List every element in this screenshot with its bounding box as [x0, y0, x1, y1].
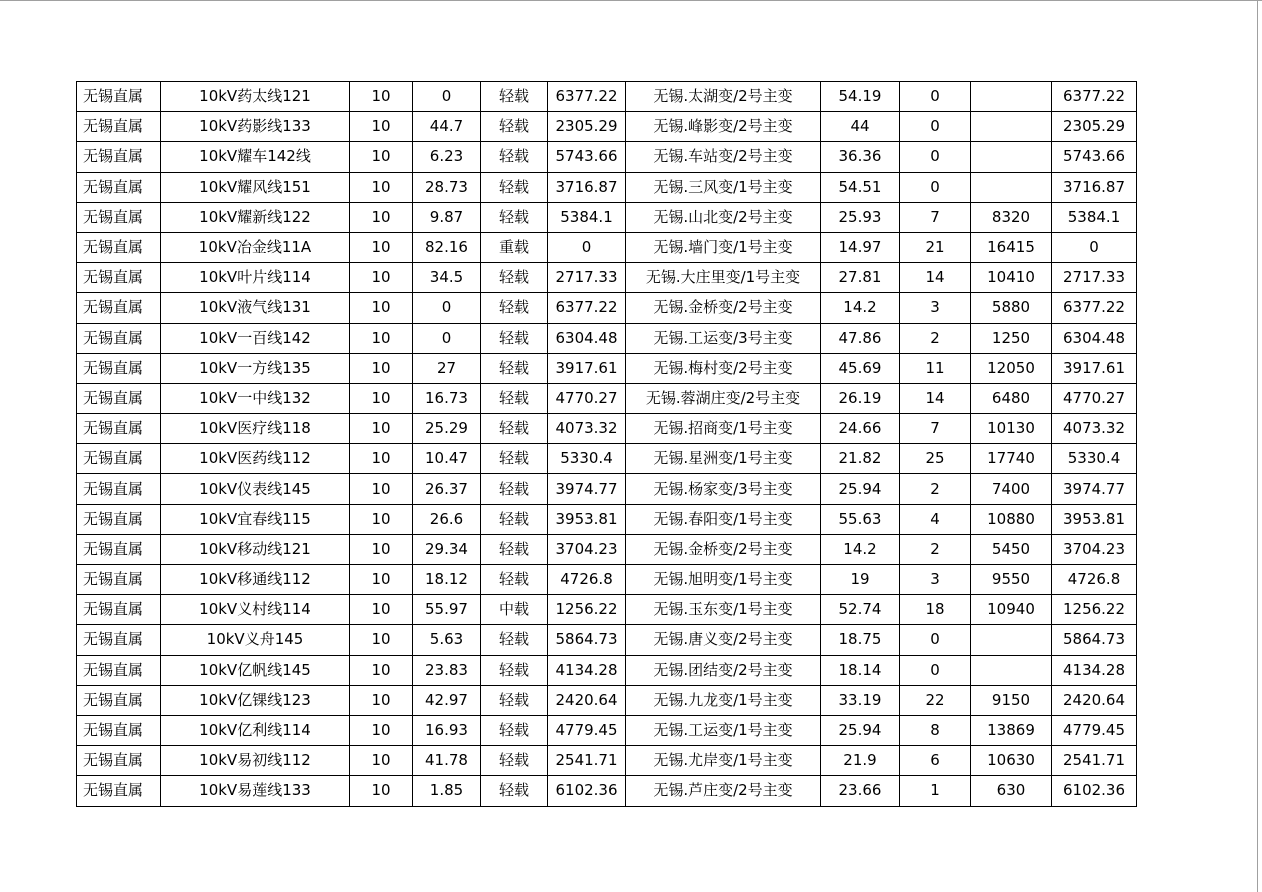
load-rate-cell: 1.85	[413, 776, 481, 806]
load-rate-cell: 42.97	[413, 685, 481, 715]
transformer-rate-cell: 27.81	[821, 263, 900, 293]
load-status-cell: 轻载	[481, 474, 548, 504]
voltage-cell: 10	[350, 323, 413, 353]
table-row	[77, 444, 1137, 474]
load-status-cell: 轻载	[481, 414, 548, 444]
count-cell: 3	[900, 293, 971, 323]
load-rate-cell: 25.29	[413, 414, 481, 444]
load-rate-cell: 23.83	[413, 655, 481, 685]
load-rate-cell: 44.7	[413, 112, 481, 142]
table-row	[77, 82, 1137, 112]
substation-cell: 无锡.墙门变/1号主变	[626, 232, 821, 262]
load-status-cell: 轻载	[481, 142, 548, 172]
transformer-rate-cell: 26.19	[821, 383, 900, 413]
table-row	[77, 353, 1137, 383]
load-status-cell: 轻载	[481, 112, 548, 142]
line-name-cell: 10kV易莲线133	[161, 776, 350, 806]
available-capacity-cell: 2420.64	[1052, 685, 1137, 715]
load-rate-cell: 0	[413, 323, 481, 353]
substation-cell: 无锡.星洲变/1号主变	[626, 444, 821, 474]
substation-cell: 无锡.峰影变/2号主变	[626, 112, 821, 142]
amount-cell	[971, 172, 1052, 202]
load-rate-cell: 9.87	[413, 202, 481, 232]
substation-cell: 无锡.尤岸变/1号主变	[626, 746, 821, 776]
voltage-cell: 10	[350, 293, 413, 323]
load-status-cell: 轻载	[481, 746, 548, 776]
voltage-cell: 10	[350, 474, 413, 504]
line-name-cell: 10kV医疗线118	[161, 414, 350, 444]
capacity-cell: 4770.27	[548, 383, 626, 413]
load-status-cell: 重载	[481, 232, 548, 262]
region-cell: 无锡直属	[77, 655, 161, 685]
region-cell: 无锡直属	[77, 353, 161, 383]
line-name-cell: 10kV亿锞线123	[161, 685, 350, 715]
load-rate-cell: 26.6	[413, 504, 481, 534]
available-capacity-cell: 4779.45	[1052, 715, 1137, 745]
voltage-cell: 10	[350, 383, 413, 413]
load-status-cell: 轻载	[481, 202, 548, 232]
load-status-cell: 轻载	[481, 263, 548, 293]
count-cell: 3	[900, 565, 971, 595]
count-cell: 21	[900, 232, 971, 262]
table-row	[77, 172, 1137, 202]
region-cell: 无锡直属	[77, 112, 161, 142]
available-capacity-cell: 4770.27	[1052, 383, 1137, 413]
voltage-cell: 10	[350, 353, 413, 383]
amount-cell: 17740	[971, 444, 1052, 474]
table-row	[77, 625, 1137, 655]
capacity-cell: 3953.81	[548, 504, 626, 534]
table-row	[77, 323, 1137, 353]
voltage-cell: 10	[350, 142, 413, 172]
table-row	[77, 383, 1137, 413]
count-cell: 4	[900, 504, 971, 534]
capacity-cell: 6377.22	[548, 82, 626, 112]
voltage-cell: 10	[350, 534, 413, 564]
substation-cell: 无锡.春阳变/1号主变	[626, 504, 821, 534]
line-name-cell: 10kV药太线121	[161, 82, 350, 112]
region-cell: 无锡直属	[77, 474, 161, 504]
transformer-rate-cell: 52.74	[821, 595, 900, 625]
line-name-cell: 10kV一中线132	[161, 383, 350, 413]
transformer-rate-cell: 18.14	[821, 655, 900, 685]
capacity-cell: 5384.1	[548, 202, 626, 232]
amount-cell: 12050	[971, 353, 1052, 383]
voltage-cell: 10	[350, 232, 413, 262]
table-row	[77, 655, 1137, 685]
available-capacity-cell: 6304.48	[1052, 323, 1137, 353]
load-status-cell: 轻载	[481, 323, 548, 353]
transformer-rate-cell: 14.97	[821, 232, 900, 262]
load-status-cell: 轻载	[481, 293, 548, 323]
count-cell: 22	[900, 685, 971, 715]
substation-cell: 无锡.金桥变/2号主变	[626, 534, 821, 564]
amount-cell: 9150	[971, 685, 1052, 715]
amount-cell: 8320	[971, 202, 1052, 232]
voltage-cell: 10	[350, 172, 413, 202]
available-capacity-cell: 3974.77	[1052, 474, 1137, 504]
amount-cell	[971, 112, 1052, 142]
line-name-cell: 10kV液气线131	[161, 293, 350, 323]
transformer-rate-cell: 21.82	[821, 444, 900, 474]
table-row	[77, 534, 1137, 564]
table-row	[77, 504, 1137, 534]
count-cell: 1	[900, 776, 971, 806]
load-rate-cell: 0	[413, 293, 481, 323]
substation-cell: 无锡.大庄里变/1号主变	[626, 263, 821, 293]
voltage-cell: 10	[350, 746, 413, 776]
available-capacity-cell: 6377.22	[1052, 293, 1137, 323]
page-right-border	[1257, 0, 1258, 892]
available-capacity-cell: 5384.1	[1052, 202, 1137, 232]
table-row	[77, 595, 1137, 625]
available-capacity-cell: 4134.28	[1052, 655, 1137, 685]
available-capacity-cell: 2541.71	[1052, 746, 1137, 776]
available-capacity-cell: 3716.87	[1052, 172, 1137, 202]
load-rate-cell: 16.93	[413, 715, 481, 745]
voltage-cell: 10	[350, 414, 413, 444]
substation-cell: 无锡.蓉湖庄变/2号主变	[626, 383, 821, 413]
region-cell: 无锡直属	[77, 414, 161, 444]
table-row	[77, 746, 1137, 776]
line-name-cell: 10kV冶金线11A	[161, 232, 350, 262]
voltage-cell: 10	[350, 685, 413, 715]
amount-cell: 630	[971, 776, 1052, 806]
load-status-cell: 轻载	[481, 172, 548, 202]
load-rate-cell: 0	[413, 82, 481, 112]
count-cell: 8	[900, 715, 971, 745]
transformer-rate-cell: 54.51	[821, 172, 900, 202]
load-rate-cell: 27	[413, 353, 481, 383]
voltage-cell: 10	[350, 776, 413, 806]
capacity-cell: 2717.33	[548, 263, 626, 293]
table-row	[77, 202, 1137, 232]
voltage-cell: 10	[350, 595, 413, 625]
available-capacity-cell: 2717.33	[1052, 263, 1137, 293]
amount-cell: 13869	[971, 715, 1052, 745]
load-status-cell: 轻载	[481, 565, 548, 595]
substation-cell: 无锡.招商变/1号主变	[626, 414, 821, 444]
load-rate-cell: 29.34	[413, 534, 481, 564]
region-cell: 无锡直属	[77, 444, 161, 474]
substation-cell: 无锡.团结变/2号主变	[626, 655, 821, 685]
load-status-cell: 中载	[481, 595, 548, 625]
load-status-cell: 轻载	[481, 715, 548, 745]
available-capacity-cell: 5743.66	[1052, 142, 1137, 172]
amount-cell	[971, 625, 1052, 655]
line-name-cell: 10kV仪表线145	[161, 474, 350, 504]
capacity-cell: 3917.61	[548, 353, 626, 383]
transformer-rate-cell: 25.94	[821, 715, 900, 745]
amount-cell: 10880	[971, 504, 1052, 534]
table-row	[77, 232, 1137, 262]
load-rate-cell: 6.23	[413, 142, 481, 172]
available-capacity-cell: 5864.73	[1052, 625, 1137, 655]
line-name-cell: 10kV叶片线114	[161, 263, 350, 293]
capacity-cell: 2305.29	[548, 112, 626, 142]
count-cell: 14	[900, 263, 971, 293]
count-cell: 11	[900, 353, 971, 383]
load-status-cell: 轻载	[481, 655, 548, 685]
transformer-rate-cell: 47.86	[821, 323, 900, 353]
substation-cell: 无锡.山北变/2号主变	[626, 202, 821, 232]
table-row	[77, 414, 1137, 444]
substation-cell: 无锡.玉东变/1号主变	[626, 595, 821, 625]
capacity-cell: 3704.23	[548, 534, 626, 564]
load-rate-cell: 16.73	[413, 383, 481, 413]
count-cell: 0	[900, 172, 971, 202]
substation-cell: 无锡.三风变/1号主变	[626, 172, 821, 202]
substation-cell: 无锡.车站变/2号主变	[626, 142, 821, 172]
substation-cell: 无锡.工运变/1号主变	[626, 715, 821, 745]
available-capacity-cell: 6102.36	[1052, 776, 1137, 806]
load-status-cell: 轻载	[481, 444, 548, 474]
load-rate-cell: 26.37	[413, 474, 481, 504]
load-status-cell: 轻载	[481, 625, 548, 655]
substation-cell: 无锡.工运变/3号主变	[626, 323, 821, 353]
region-cell: 无锡直属	[77, 323, 161, 353]
table-row	[77, 142, 1137, 172]
table-body	[77, 82, 1137, 807]
capacity-cell: 3716.87	[548, 172, 626, 202]
amount-cell: 10940	[971, 595, 1052, 625]
line-name-cell: 10kV耀车142线	[161, 142, 350, 172]
capacity-cell: 5864.73	[548, 625, 626, 655]
transformer-rate-cell: 23.66	[821, 776, 900, 806]
transformer-rate-cell: 45.69	[821, 353, 900, 383]
count-cell: 0	[900, 82, 971, 112]
count-cell: 2	[900, 534, 971, 564]
load-rate-cell: 28.73	[413, 172, 481, 202]
transformer-rate-cell: 18.75	[821, 625, 900, 655]
capacity-cell: 5743.66	[548, 142, 626, 172]
substation-cell: 无锡.唐义变/2号主变	[626, 625, 821, 655]
amount-cell: 10410	[971, 263, 1052, 293]
voltage-cell: 10	[350, 263, 413, 293]
table-row	[77, 715, 1137, 745]
available-capacity-cell: 1256.22	[1052, 595, 1137, 625]
transformer-rate-cell: 14.2	[821, 293, 900, 323]
load-rate-cell: 5.63	[413, 625, 481, 655]
region-cell: 无锡直属	[77, 293, 161, 323]
table-row	[77, 565, 1137, 595]
available-capacity-cell: 5330.4	[1052, 444, 1137, 474]
available-capacity-cell: 4073.32	[1052, 414, 1137, 444]
transformer-rate-cell: 19	[821, 565, 900, 595]
available-capacity-cell: 6377.22	[1052, 82, 1137, 112]
transformer-rate-cell: 25.94	[821, 474, 900, 504]
count-cell: 7	[900, 202, 971, 232]
capacity-cell: 6102.36	[548, 776, 626, 806]
line-name-cell: 10kV宜春线115	[161, 504, 350, 534]
voltage-cell: 10	[350, 504, 413, 534]
capacity-cell: 3974.77	[548, 474, 626, 504]
load-status-cell: 轻载	[481, 353, 548, 383]
count-cell: 18	[900, 595, 971, 625]
capacity-cell: 6377.22	[548, 293, 626, 323]
table-row	[77, 776, 1137, 806]
load-rate-cell: 82.16	[413, 232, 481, 262]
region-cell: 无锡直属	[77, 565, 161, 595]
table-row	[77, 263, 1137, 293]
count-cell: 0	[900, 625, 971, 655]
amount-cell: 5450	[971, 534, 1052, 564]
capacity-cell: 0	[548, 232, 626, 262]
load-rate-cell: 55.97	[413, 595, 481, 625]
load-rate-cell: 34.5	[413, 263, 481, 293]
region-cell: 无锡直属	[77, 746, 161, 776]
available-capacity-cell: 3917.61	[1052, 353, 1137, 383]
capacity-cell: 2541.71	[548, 746, 626, 776]
table-row	[77, 685, 1137, 715]
region-cell: 无锡直属	[77, 82, 161, 112]
substation-cell: 无锡.芦庄变/2号主变	[626, 776, 821, 806]
line-name-cell: 10kV易初线112	[161, 746, 350, 776]
load-rate-cell: 10.47	[413, 444, 481, 474]
capacity-cell: 4779.45	[548, 715, 626, 745]
capacity-cell: 5330.4	[548, 444, 626, 474]
capacity-cell: 4073.32	[548, 414, 626, 444]
substation-cell: 无锡.太湖变/2号主变	[626, 82, 821, 112]
table-row	[77, 112, 1137, 142]
capacity-cell: 4134.28	[548, 655, 626, 685]
load-status-cell: 轻载	[481, 82, 548, 112]
load-rate-cell: 18.12	[413, 565, 481, 595]
transformer-rate-cell: 14.2	[821, 534, 900, 564]
count-cell: 2	[900, 474, 971, 504]
region-cell: 无锡直属	[77, 715, 161, 745]
voltage-cell: 10	[350, 715, 413, 745]
region-cell: 无锡直属	[77, 625, 161, 655]
region-cell: 无锡直属	[77, 383, 161, 413]
line-name-cell: 10kV耀新线122	[161, 202, 350, 232]
count-cell: 0	[900, 655, 971, 685]
load-status-cell: 轻载	[481, 776, 548, 806]
available-capacity-cell: 3953.81	[1052, 504, 1137, 534]
voltage-cell: 10	[350, 202, 413, 232]
count-cell: 6	[900, 746, 971, 776]
transformer-rate-cell: 55.63	[821, 504, 900, 534]
count-cell: 14	[900, 383, 971, 413]
line-name-cell: 10kV移动线121	[161, 534, 350, 564]
line-name-cell: 10kV移通线112	[161, 565, 350, 595]
region-cell: 无锡直属	[77, 685, 161, 715]
table-row	[77, 474, 1137, 504]
page-top-border	[0, 0, 1262, 1]
voltage-cell: 10	[350, 625, 413, 655]
amount-cell: 16415	[971, 232, 1052, 262]
substation-cell: 无锡.九龙变/1号主变	[626, 685, 821, 715]
load-status-cell: 轻载	[481, 383, 548, 413]
load-status-cell: 轻载	[481, 534, 548, 564]
transformer-rate-cell: 33.19	[821, 685, 900, 715]
capacity-cell: 6304.48	[548, 323, 626, 353]
amount-cell: 7400	[971, 474, 1052, 504]
region-cell: 无锡直属	[77, 776, 161, 806]
region-cell: 无锡直属	[77, 142, 161, 172]
table-row	[77, 293, 1137, 323]
amount-cell: 6480	[971, 383, 1052, 413]
region-cell: 无锡直属	[77, 263, 161, 293]
transformer-rate-cell: 36.36	[821, 142, 900, 172]
voltage-cell: 10	[350, 565, 413, 595]
line-name-cell: 10kV医药线112	[161, 444, 350, 474]
substation-cell: 无锡.旭明变/1号主变	[626, 565, 821, 595]
line-name-cell: 10kV一百线142	[161, 323, 350, 353]
region-cell: 无锡直属	[77, 232, 161, 262]
transformer-rate-cell: 21.9	[821, 746, 900, 776]
line-name-cell: 10kV一方线135	[161, 353, 350, 383]
amount-cell: 10130	[971, 414, 1052, 444]
voltage-cell: 10	[350, 655, 413, 685]
voltage-cell: 10	[350, 444, 413, 474]
amount-cell	[971, 655, 1052, 685]
line-name-cell: 10kV义村线114	[161, 595, 350, 625]
available-capacity-cell: 0	[1052, 232, 1137, 262]
line-name-cell: 10kV义舟145	[161, 625, 350, 655]
load-status-cell: 轻载	[481, 685, 548, 715]
region-cell: 无锡直属	[77, 595, 161, 625]
substation-cell: 无锡.杨家变/3号主变	[626, 474, 821, 504]
transformer-rate-cell: 25.93	[821, 202, 900, 232]
amount-cell: 1250	[971, 323, 1052, 353]
capacity-cell: 1256.22	[548, 595, 626, 625]
amount-cell: 9550	[971, 565, 1052, 595]
available-capacity-cell: 4726.8	[1052, 565, 1137, 595]
transformer-rate-cell: 44	[821, 112, 900, 142]
voltage-cell: 10	[350, 112, 413, 142]
data-table	[76, 81, 1137, 807]
amount-cell: 10630	[971, 746, 1052, 776]
line-name-cell: 10kV耀风线151	[161, 172, 350, 202]
capacity-cell: 2420.64	[548, 685, 626, 715]
amount-cell	[971, 142, 1052, 172]
region-cell: 无锡直属	[77, 172, 161, 202]
transformer-rate-cell: 54.19	[821, 82, 900, 112]
region-cell: 无锡直属	[77, 534, 161, 564]
count-cell: 0	[900, 142, 971, 172]
available-capacity-cell: 2305.29	[1052, 112, 1137, 142]
amount-cell: 5880	[971, 293, 1052, 323]
count-cell: 0	[900, 112, 971, 142]
line-name-cell: 10kV药影线133	[161, 112, 350, 142]
line-name-cell: 10kV亿利线114	[161, 715, 350, 745]
count-cell: 7	[900, 414, 971, 444]
load-rate-cell: 41.78	[413, 746, 481, 776]
region-cell: 无锡直属	[77, 202, 161, 232]
substation-cell: 无锡.梅村变/2号主变	[626, 353, 821, 383]
capacity-cell: 4726.8	[548, 565, 626, 595]
amount-cell	[971, 82, 1052, 112]
available-capacity-cell: 3704.23	[1052, 534, 1137, 564]
transformer-rate-cell: 24.66	[821, 414, 900, 444]
region-cell: 无锡直属	[77, 504, 161, 534]
substation-cell: 无锡.金桥变/2号主变	[626, 293, 821, 323]
count-cell: 2	[900, 323, 971, 353]
line-name-cell: 10kV亿帆线145	[161, 655, 350, 685]
count-cell: 25	[900, 444, 971, 474]
voltage-cell: 10	[350, 82, 413, 112]
load-status-cell: 轻载	[481, 504, 548, 534]
